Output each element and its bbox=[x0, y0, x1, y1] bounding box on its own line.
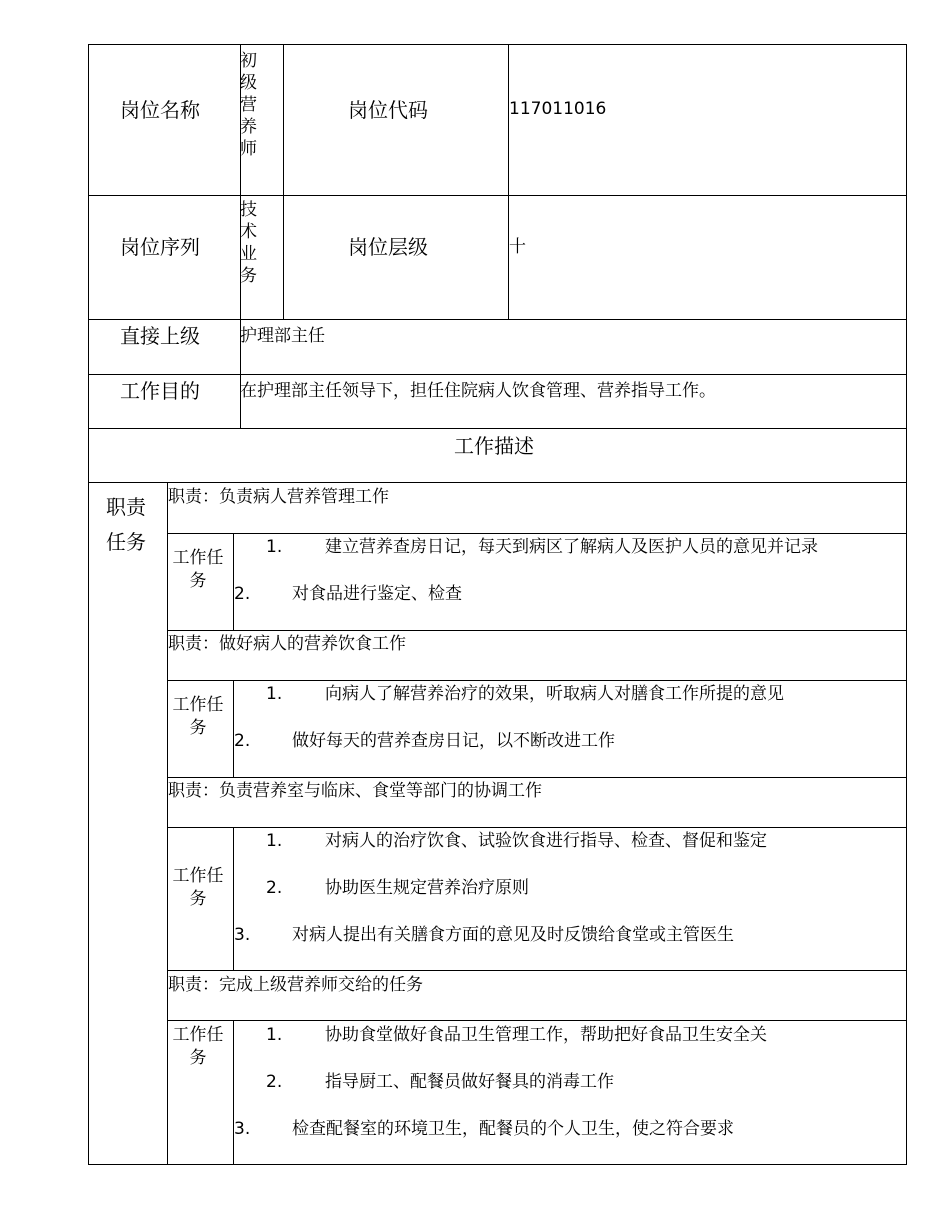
col-sep bbox=[233, 827, 234, 971]
task-text: 对食品进行鉴定、检查 bbox=[292, 584, 462, 604]
col-sep bbox=[508, 44, 509, 320]
task-text: 检查配餐室的环境卫生，配餐员的个人卫生，使之符合要求 bbox=[292, 1119, 734, 1139]
description-title: 工作描述 bbox=[454, 434, 534, 458]
supervisor-label: 直接上级 bbox=[120, 324, 200, 348]
col-sep bbox=[233, 1020, 234, 1165]
task-num: 1. bbox=[266, 1025, 283, 1045]
col-sep bbox=[233, 533, 234, 630]
post-level-value: 十 bbox=[509, 237, 526, 257]
duty-title: 职责：完成上级营养师交给的任务 bbox=[168, 975, 423, 995]
task-num: 3. bbox=[234, 1119, 251, 1139]
row-sep bbox=[88, 374, 907, 375]
task-num: 2. bbox=[266, 1072, 283, 1092]
row-sep bbox=[167, 680, 907, 681]
duties-label: 职责任务 bbox=[106, 495, 146, 554]
row-sep bbox=[167, 970, 907, 971]
task-num: 2. bbox=[234, 584, 251, 604]
supervisor-value: 护理部主任 bbox=[240, 326, 325, 346]
row-sep bbox=[88, 482, 907, 483]
post-level-label: 岗位层级 bbox=[348, 235, 428, 259]
row-sep bbox=[167, 630, 907, 631]
purpose-value: 在护理部主任领导下，担任住院病人饮食管理、营养指导工作。 bbox=[240, 381, 716, 401]
border-bottom bbox=[88, 1164, 907, 1165]
task-text: 向病人了解营养治疗的效果，听取病人对膳食工作所提的意见 bbox=[325, 684, 784, 704]
duty-title: 职责：负责营养室与临床、食堂等部门的协调工作 bbox=[168, 781, 542, 801]
task-num: 3. bbox=[234, 925, 251, 945]
task-label: 工作任务 bbox=[172, 548, 224, 591]
border-right bbox=[906, 44, 907, 1165]
purpose-label: 工作目的 bbox=[120, 379, 200, 403]
task-num: 2. bbox=[266, 878, 283, 898]
duty-title: 职责：做好病人的营养饮食工作 bbox=[168, 634, 406, 654]
post-series-value: 技术业务 bbox=[240, 200, 257, 286]
col-sep bbox=[233, 680, 234, 777]
task-text: 对病人提出有关膳食方面的意见及时反馈给食堂或主管医生 bbox=[292, 925, 734, 945]
row-sep bbox=[167, 1020, 907, 1021]
post-name-value: 初级营养师 bbox=[240, 51, 257, 159]
border-left bbox=[88, 44, 89, 1165]
post-code-label: 岗位代码 bbox=[348, 98, 428, 122]
post-code-value: 117011016 bbox=[509, 99, 607, 119]
task-num: 1. bbox=[266, 684, 283, 704]
row-sep bbox=[88, 428, 907, 429]
task-num: 1. bbox=[266, 537, 283, 557]
task-text: 对病人的治疗饮食、试验饮食进行指导、检查、督促和鉴定 bbox=[325, 831, 767, 851]
row-sep bbox=[167, 827, 907, 828]
task-label: 工作任务 bbox=[172, 1025, 224, 1068]
row-sep bbox=[167, 777, 907, 778]
task-text: 做好每天的营养查房日记，以不断改进工作 bbox=[292, 731, 615, 751]
duty-title: 职责：负责病人营养管理工作 bbox=[168, 487, 389, 507]
col-sep bbox=[283, 44, 284, 320]
task-text: 建立营养查房日记，每天到病区了解病人及医护人员的意见并记录 bbox=[325, 537, 818, 557]
task-label: 工作任务 bbox=[172, 695, 224, 738]
task-num: 2. bbox=[234, 731, 251, 751]
task-num: 1. bbox=[266, 831, 283, 851]
task-text: 协助医生规定营养治疗原则 bbox=[325, 878, 529, 898]
task-text: 协助食堂做好食品卫生管理工作，帮助把好食品卫生安全关 bbox=[325, 1025, 767, 1045]
task-label: 工作任务 bbox=[172, 866, 224, 909]
post-series-label: 岗位序列 bbox=[120, 235, 200, 259]
post-name-label: 岗位名称 bbox=[120, 98, 200, 122]
row-sep bbox=[88, 319, 907, 320]
border-top bbox=[88, 44, 907, 45]
row-sep bbox=[88, 195, 907, 196]
row-sep bbox=[167, 533, 907, 534]
task-text: 指导厨工、配餐员做好餐具的消毒工作 bbox=[325, 1072, 614, 1092]
